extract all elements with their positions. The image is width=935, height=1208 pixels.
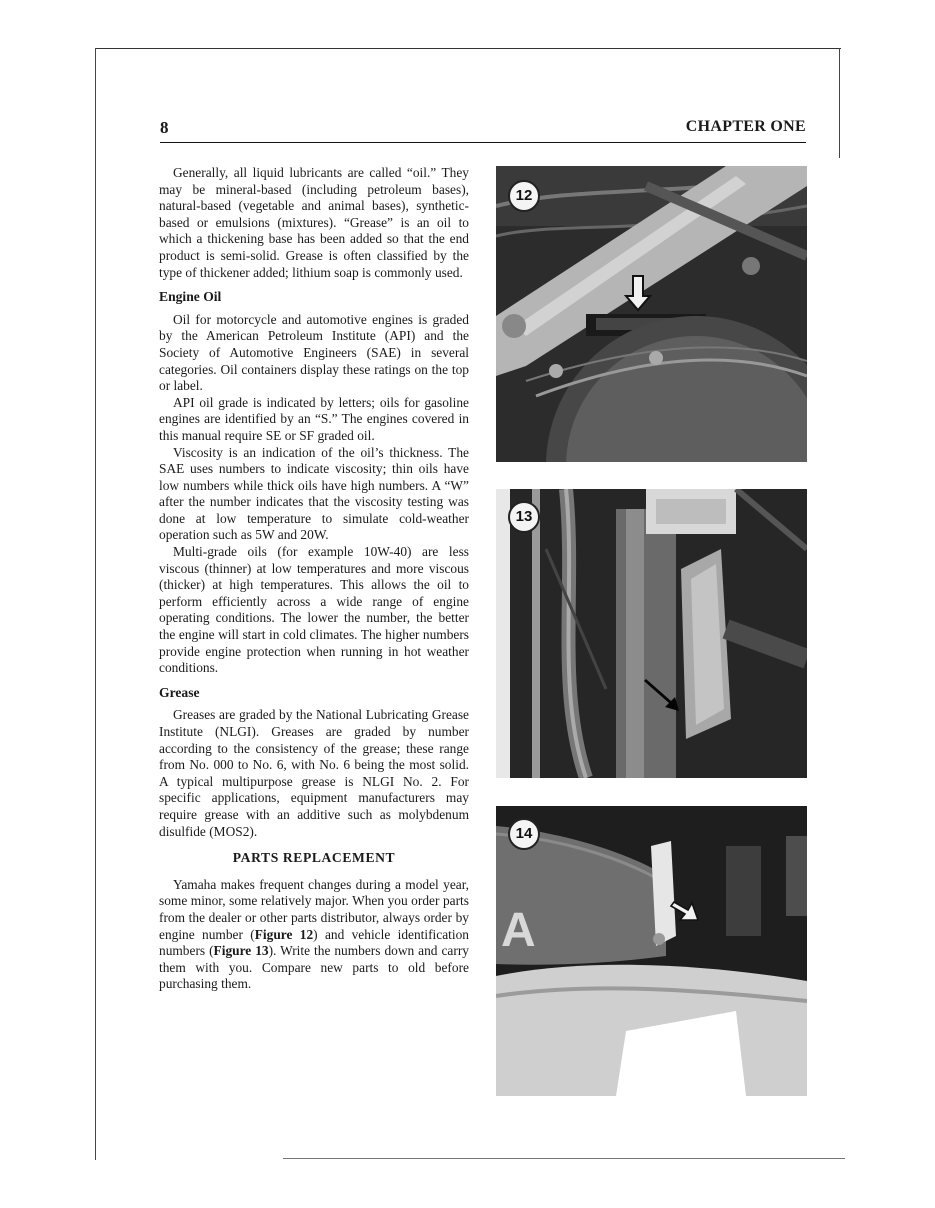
page-frame-right: [839, 48, 840, 158]
text-column: [159, 165, 469, 993]
engine-oil-paragraph: Oil for motorcycle and automotive engines is graded by the American Petroleum Institute (API) and the Society of Automotive Engineers (SAE) in several categories. Oil containers display these ratings on the top or label.: [159, 311, 469, 394]
parts-text: ). Write the numbers down and carry them with you. Compare new parts to old before purchasing them.: [159, 943, 469, 992]
intro-paragraph: Generally, all liquid lubricants are called “oil.” They may be mineral-based (including petroleum bases), natural-based (vegetable and animal bases), synthetic-based or emulsions (mixtures). “Grease” is an oil to which a thickening base has been added so that the end product is semi-solid. Grease is often classified by the type of thickener added; lithium soap is commonly used.: [159, 165, 469, 280]
figure-14-photo: [496, 806, 807, 1096]
engine-oil-paragraph: Multi-grade oils (for example 10W-40) are less viscous (thinner) at low temperatures and more viscous (thicker) at high temperatures. This allows the oil to perform efficiently across a wide range of engine operating conditions. The lower the number, the better the engine will start in cold climates. The higher numbers provide engine protection when running in hot weather conditions.: [159, 544, 469, 676]
parts-text: Yamaha makes frequent changes during a model year, some minor, some relatively major. When you order parts from the dealer or other parts distributor, always order by engine number (: [159, 876, 469, 942]
engine-oil-paragraph: Viscosity is an indication of the oil’s thickness. The SAE uses numbers to indicate viscosity; thin oils have low numbers while thick oils have high numbers. A “W” after the number indicates that the viscosity testing was done at low temperature to simulate cold-weather operation such as 5W and 20W.: [159, 444, 469, 543]
figure-13-reference[interactable]: Figure 13: [213, 943, 269, 959]
chapter-title: CHAPTER ONE: [685, 118, 806, 135]
tank-decal-lettering: A: [501, 904, 536, 957]
photo-frame-vin-icon: [496, 489, 807, 778]
figure-12-badge: 12: [508, 180, 540, 212]
parts-text: ) and vehicle identification numbers (: [159, 926, 469, 959]
page-header: [160, 116, 806, 143]
photo-engine-number-icon: [496, 166, 807, 462]
grease-heading: Grease: [159, 684, 200, 700]
page-frame-top: [95, 48, 841, 49]
parts-replacement-heading: PARTS REPLACEMENT: [232, 850, 396, 866]
photo-tank-decal-icon: [496, 806, 807, 1096]
figure-13-badge: 13: [508, 501, 540, 533]
page-frame-left: [95, 48, 96, 1160]
page-number: 8: [160, 118, 169, 137]
figure-12-photo: [496, 166, 807, 462]
figure-12-reference[interactable]: Figure 12: [254, 926, 314, 942]
figure-14-badge: 14: [508, 818, 540, 850]
engine-oil-heading: Engine Oil: [159, 289, 222, 305]
engine-oil-paragraph: API oil grade is indicated by letters; oils for gasoline engines are identified by an “S.” The engines covered in this manual require SE or SF graded oil.: [159, 394, 469, 443]
figure-13-photo: [496, 489, 807, 778]
parts-replacement-paragraph: [159, 877, 469, 993]
grease-paragraph: Greases are graded by the National Lubricating Grease Institute (NLGI). Greases are graded by number according to the consistency of the grease; these range from No. 000 to No. 6, with No. 6 being the most solid. A typical multipurpose grease is NLGI No. 2. For specific applications, equipment manufacturers may require grease with an additive such as molybdenum disulfide (MOS2).: [159, 707, 469, 839]
page-frame-bottom: [283, 1158, 845, 1159]
